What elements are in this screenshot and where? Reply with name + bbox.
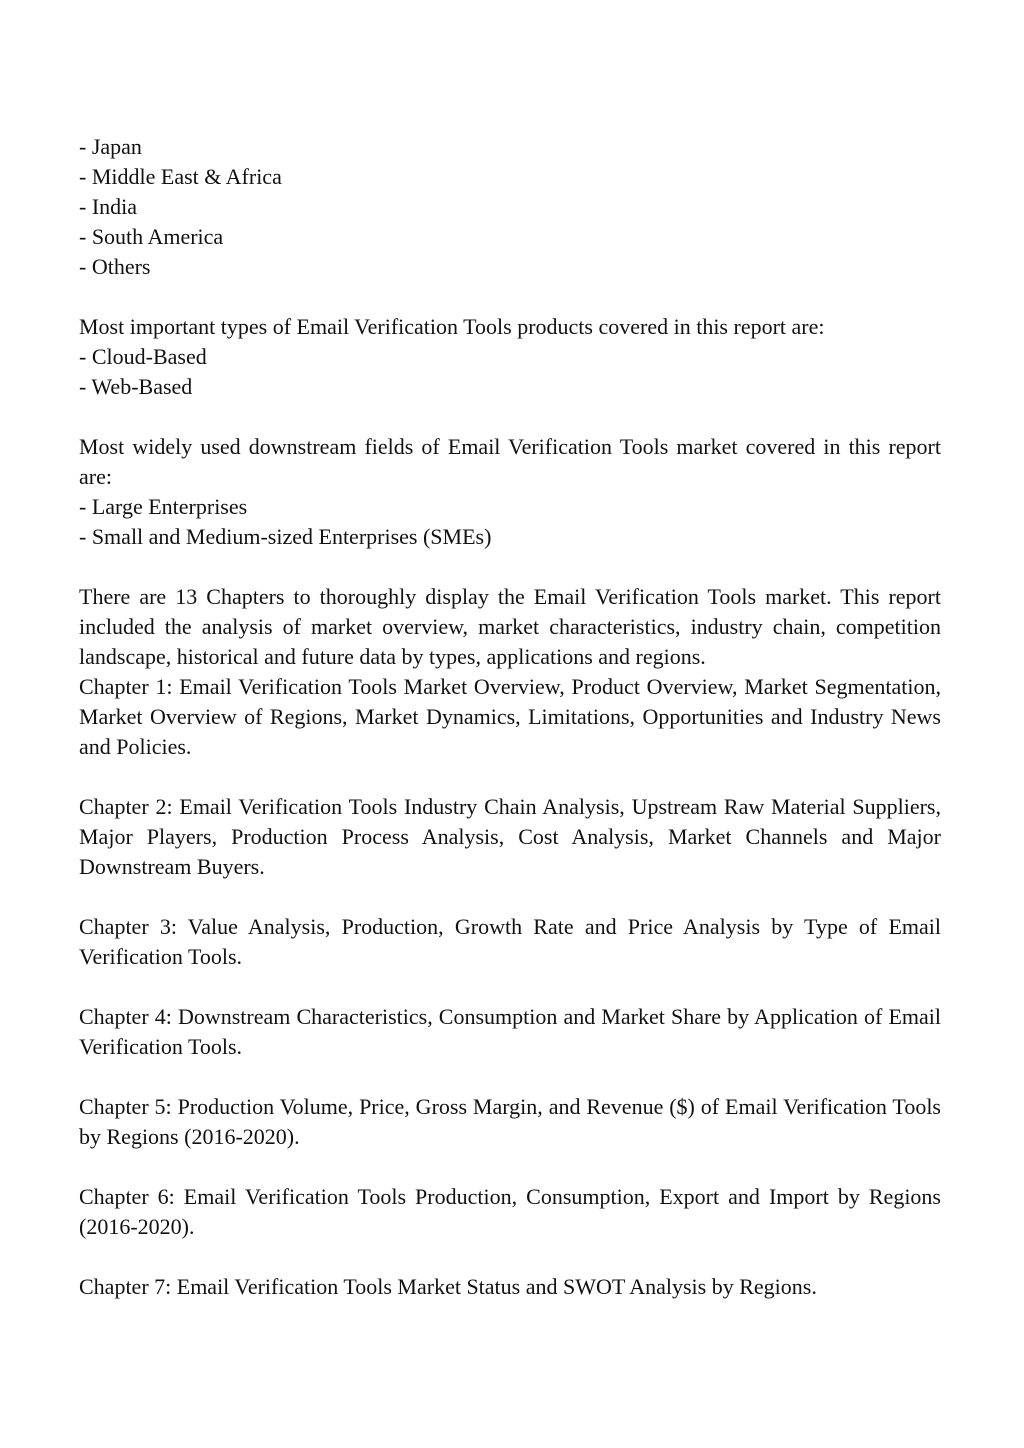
chapters-intro: There are 13 Chapters to thoroughly display the Email Verification Tools market. This report included the analysis of market overview, market characteristics, industry chain, competition landscape, historical and future data by types, applications and regions. <box>79 584 941 669</box>
list-item: - South America <box>79 224 224 249</box>
chapter-block <box>79 912 941 972</box>
list-item: - Web-Based <box>79 374 193 399</box>
list-item: - Large Enterprises <box>79 494 248 519</box>
chapter-paragraph: Chapter 5: Production Volume, Price, Gross Margin, and Revenue ($) of Email Verification Tools by Regions (2016-2020). <box>79 1094 941 1149</box>
applications-section <box>79 432 941 552</box>
types-intro: Most important types of Email Verification Tools products covered in this report are: <box>79 314 825 339</box>
regions-list <box>79 132 941 282</box>
chapter-paragraph: Chapter 3: Value Analysis, Production, Growth Rate and Price Analysis by Type of Email Verification Tools. <box>79 914 941 969</box>
chapter-block <box>79 1002 941 1062</box>
chapter-paragraph: Chapter 6: Email Verification Tools Production, Consumption, Export and Import by Regions (2016-2020). <box>79 1184 941 1239</box>
chapter-block <box>79 792 941 882</box>
chapters-overview <box>79 582 941 762</box>
chapter-block <box>79 1182 941 1242</box>
chapter-paragraph: Chapter 7: Email Verification Tools Market Status and SWOT Analysis by Regions. <box>79 1274 817 1299</box>
chapter-paragraph: Chapter 4: Downstream Characteristics, Consumption and Market Share by Application of Email Verification Tools. <box>79 1004 941 1059</box>
list-item: - Japan <box>79 134 142 159</box>
chapter-block <box>79 1272 941 1302</box>
list-item: - Cloud-Based <box>79 344 207 369</box>
list-item: - Middle East & Africa <box>79 164 282 189</box>
types-section <box>79 312 941 402</box>
chapter-paragraph: Chapter 1: Email Verification Tools Market Overview, Product Overview, Market Segmentation, Market Overview of Regions, Market Dynamics, Limitations, Opportunities and Industry News and Policies. <box>79 674 941 759</box>
list-item: - Small and Medium-sized Enterprises (SMEs) <box>79 524 492 549</box>
applications-intro: Most widely used downstream fields of Email Verification Tools market covered in this report are: <box>79 434 941 489</box>
chapter-paragraph: Chapter 2: Email Verification Tools Industry Chain Analysis, Upstream Raw Material Suppliers, Major Players, Production Process Analysis, Cost Analysis, Market Channels and Major Downstream Buyers. <box>79 794 941 879</box>
list-item: - India <box>79 194 138 219</box>
document-page <box>79 132 941 1302</box>
list-item: - Others <box>79 254 151 279</box>
chapter-block <box>79 1092 941 1152</box>
